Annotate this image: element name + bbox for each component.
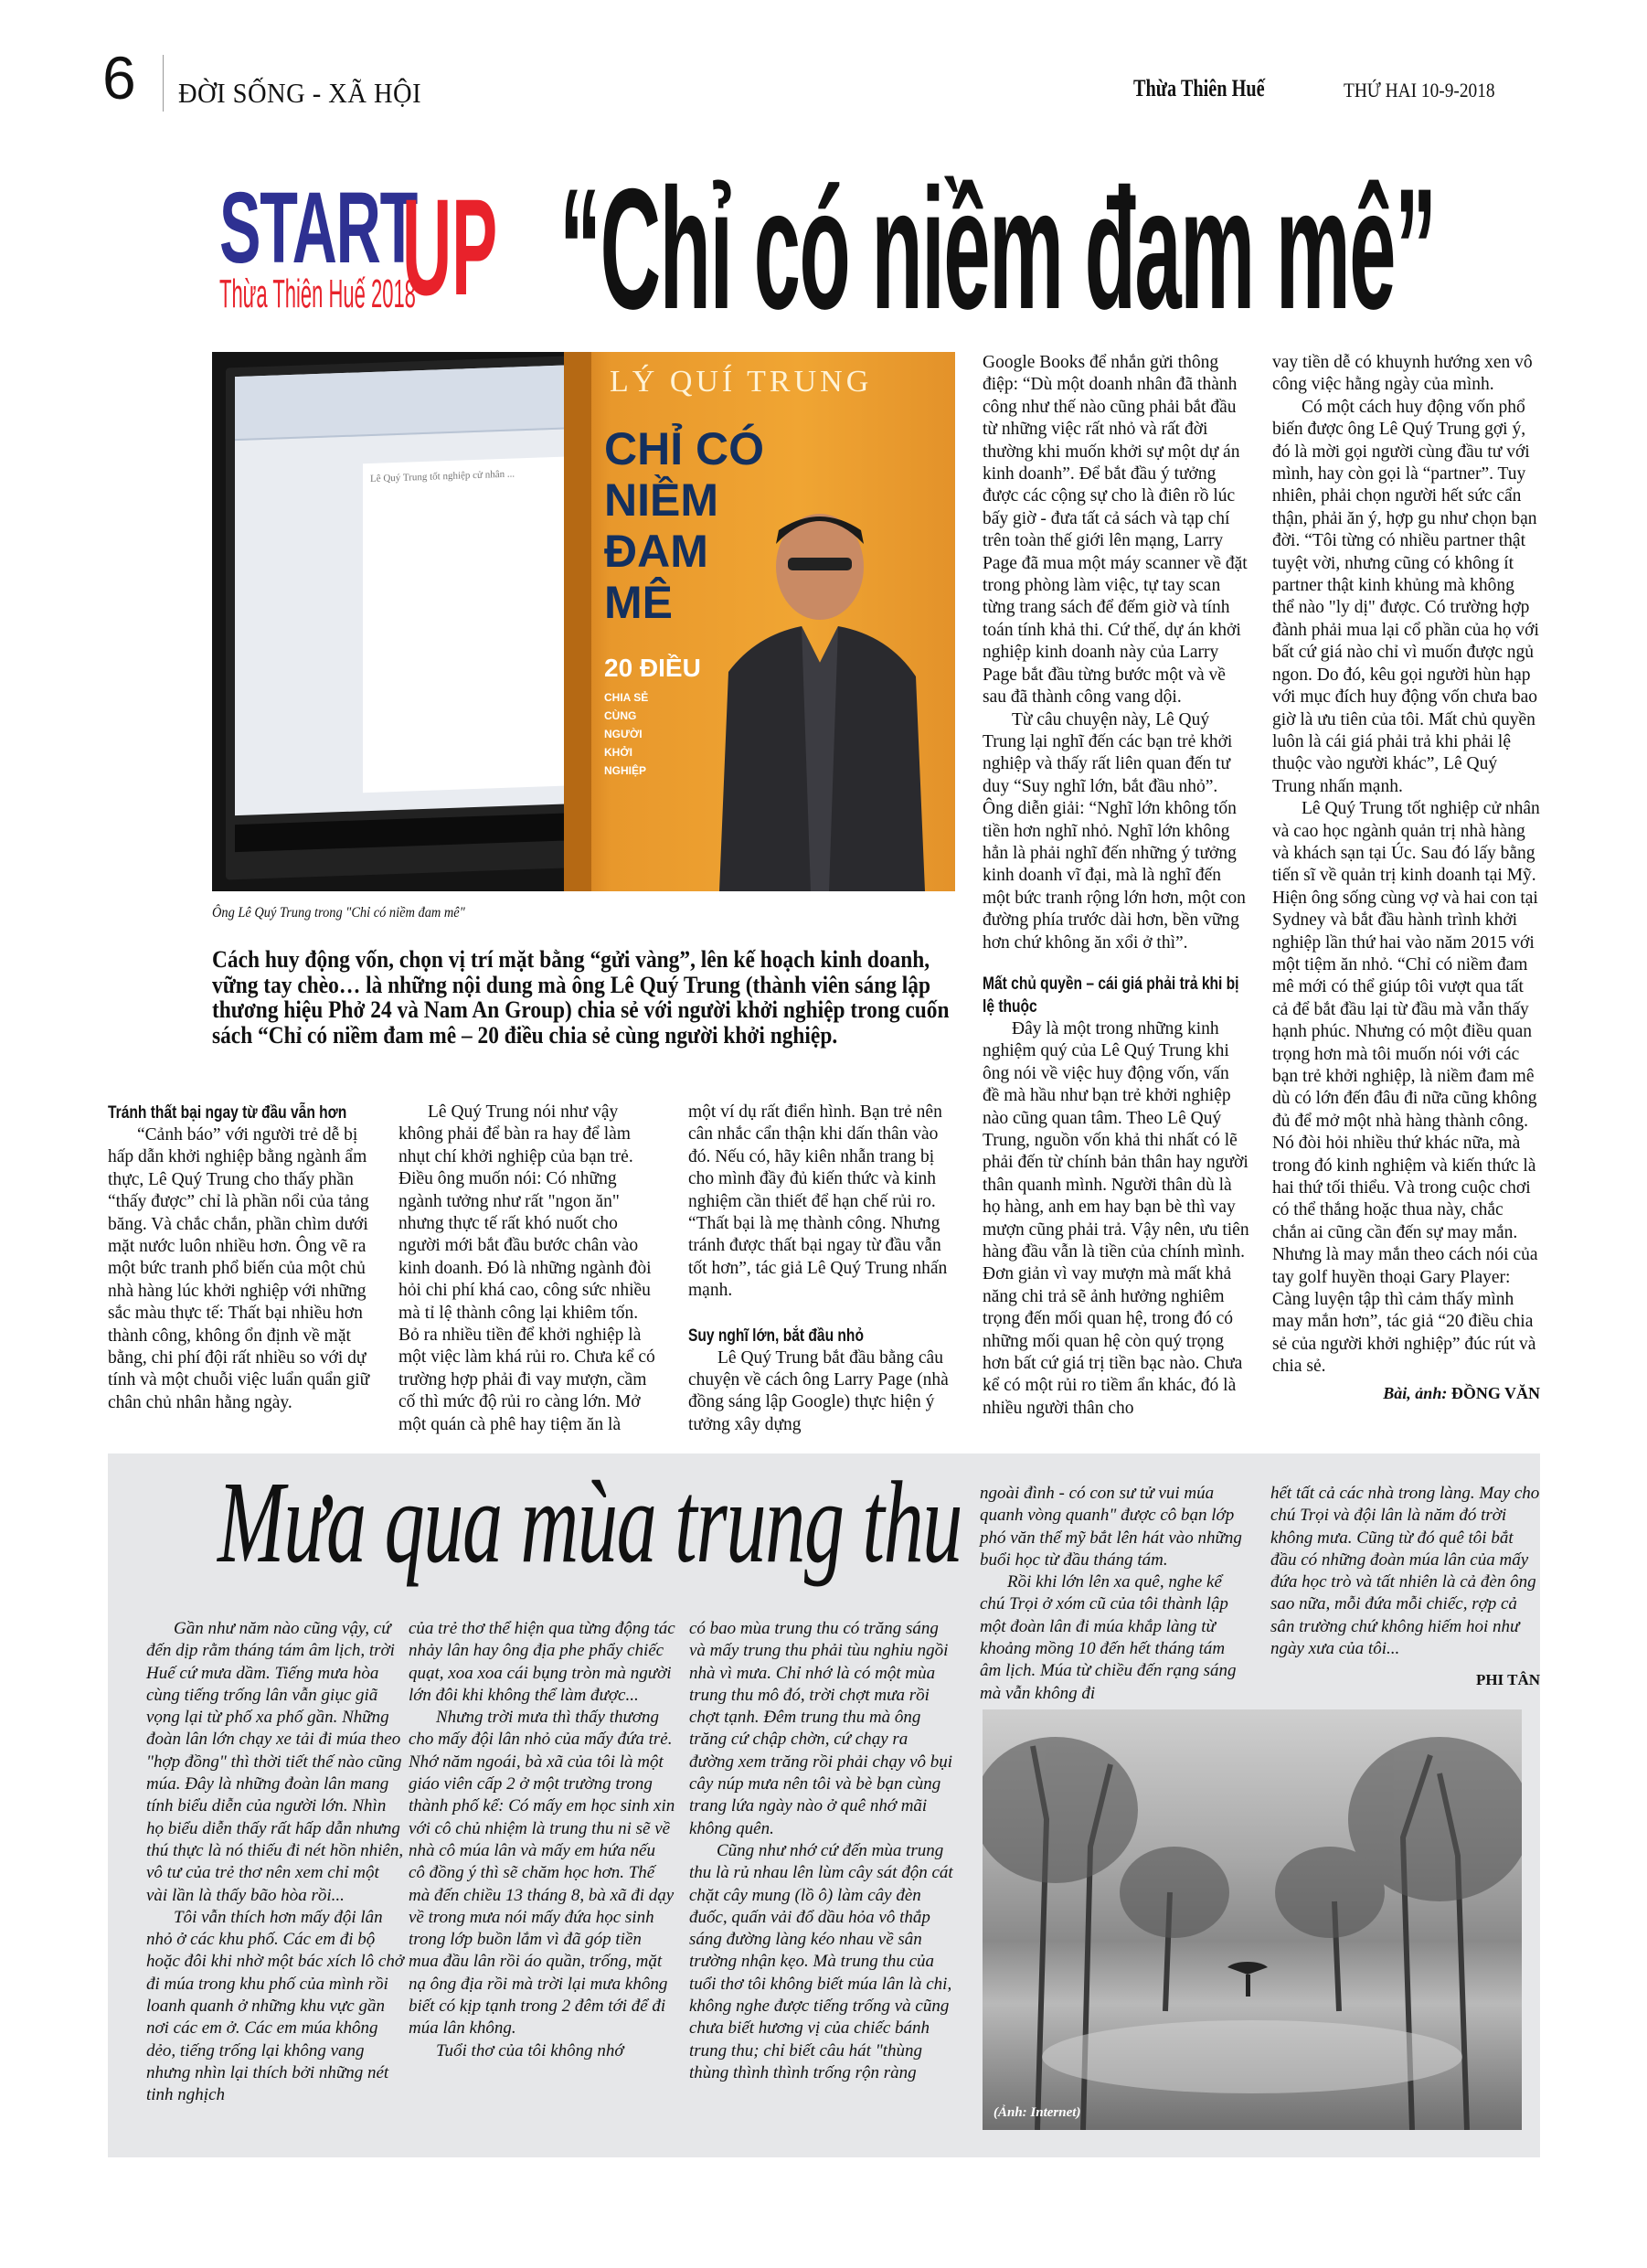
- painting-image: [983, 1709, 1522, 2130]
- paragraph: ngoài đình - có con sư tử vui múa quanh vòng quanh" được cô bạn lớp phó văn thể mỹ bắt lên hát vào những buổi học từ đầu tháng tám.: [980, 1484, 1242, 1570]
- paragraph: Có một cách huy động vốn phổ biến được ông Lê Quý Trung gợi ý, đó là mời gọi người cùng đầu tư với mình, hay còn gọi là “partner”. Tuy nhiên, phải chọn người hết sức cẩn thận, phải ăn ý, hợp gu như chọn bạn đời. “Tôi từng có nhiều partner thật tuyệt vời, nhưng cũng có không ít partner thật kinh khủng mà không thể nào "ly dị" được. Có trường hợp đành phải mua lại cổ phần của họ với bất cứ giá nào chỉ vì muốn được ngủ ngon. Do đó, kêu gọi người hùn hạp với mục đích huy động vốn chưa bao giờ là ưu tiên của tôi. Mất chủ quyền luôn là cái giá phải trả khi phải lệ thuộc vào người khác”, Lê Quý Trung nhấn mạnh.: [1272, 397, 1539, 796]
- newspaper-name: Thừa Thiên Huế: [1133, 75, 1265, 101]
- paragraph: “Cảnh báo” với người trẻ dễ bị hấp dẫn khởi nghiệp bằng ngành ẩm thực, Lê Quý Trung cho thấy phần “thấy được” chỉ là phần nổi của tảng băng. Và chắc chắn, phần chìm dưới mặt nước luôn nhiều hơn. Ông vẽ ra một bức tranh phổ biến của một chủ nhà hàng lúc khởi nghiệp với những sắc màu thực tế: Thất bại nhiều hơn thành công, không ổn định về mặt bằng, chi phí đội rất nhiều so với dự tính và một chuỗi việc luẩn quẩn giữ chân chủ nhân hằng ngày.: [108, 1125, 370, 1412]
- rain-painting: [983, 1709, 1522, 2130]
- article-column-5: [1272, 352, 1540, 1404]
- subheading: Suy nghĩ lớn, bắt đầu nhỏ: [688, 1326, 864, 1346]
- photo-caption: Ông Lê Quý Trung trong "Chỉ có niềm đam mê": [212, 905, 465, 921]
- feature-column-3: [689, 1618, 956, 2084]
- logo-up: UP: [402, 170, 498, 324]
- feature-column-1: [146, 1618, 404, 2107]
- painting-caption: (Ảnh: Internet): [994, 2105, 1081, 2120]
- paragraph: Đây là một trong những kinh nghiệm quý của Lê Quý Trung khi ông nói về việc huy động vốn, vấn đề mà hầu như bạn trẻ khởi nghiệp nào cũng quan tâm. Theo Lê Quý Trung, nguồn vốn khả thi nhất có lẽ phải đến từ chính bản thân hay người thân quanh mình. Người thân dù là họ hàng, anh em hay bạn bè thì vay mượn cũng phải trả. Vậy nên, ưu tiên hàng đầu vẫn là tiền của chính mình. Đơn giản vì vay mượn mà mất khả năng chi trả sẽ ảnh hưởng nghiêm trọng đến mối quan hệ, trong đó có những mối quan hệ còn quý trọng hơn bất cứ giá trị tiền bạc nào. Chưa kể có một rủi ro tiềm ẩn khác, đó là nhiều người thân cho: [983, 1018, 1249, 1418]
- paragraph: Cũng như nhớ cứ đến mùa trung thu là rủ nhau lên lùm cây sát độn cát chặt cây mung (lồ ô) làm cây đèn đuốc, quấn vải đổ dầu hỏa vô thắp sáng đường làng kéo nhau về sân trường nhận kẹo. Mà trung thu của tuổi thơ tôi không biết múa lân là chi, không nghe được tiếng trống và cũng chưa biết hương vị của chiếc bánh trung thu; chỉ biết câu hát "thùng thùng thình thình trống rộn ràng: [689, 1840, 953, 2082]
- paragraph: Nhưng trời mưa thì thấy thương cho mấy đội lân nhỏ của mấy đứa trẻ. Nhớ năm ngoái, bà xã của tôi là một giáo viên cấp 2 ở một trường trong thành phố kể: Có mấy em học sinh xin với cô chủ nhiệm là trung thu ni sẽ về nhà cô múa lân và mấy em hứa nếu cô đồng ý thì sẽ chăm học hơn. Thế mà đến chiều 13 tháng 8, bà xã đi dạy về trong mưa nói mấy đứa học sinh trong lớp buồn lắm vì đã góp tiền mua đầu lân rồi áo quần, trống, mặt nạ ông địa rồi mà trời lại mưa không biết có kịp tạnh trong 2 đêm tới để đi múa lân không.: [409, 1708, 675, 2039]
- section-name: ĐỜI SỐNG - XÃ HỘI: [178, 77, 422, 109]
- byline-name: ĐỒNG VĂN: [1450, 1383, 1540, 1402]
- feature-column-2: [409, 1618, 675, 2062]
- book-author: LÝ QUÍ TRUNG: [610, 365, 873, 399]
- subheading: Mất chủ quyền – cái giá phải trả khi bị lệ thuộc: [983, 974, 1239, 1017]
- paragraph: vay tiền dễ có khuynh hướng xen vô công việc hằng ngày của mình.: [1272, 353, 1533, 395]
- feature-author: PHI TÂN: [1475, 1671, 1540, 1689]
- article-headline: “Chỉ có niềm đam mê”: [559, 153, 1436, 345]
- article-column-1: [108, 1102, 373, 1414]
- monitor-image: Lê Quý Trung tốt nghiệp cử nhân ...: [226, 354, 619, 879]
- paragraph: Tôi vẫn thích hơn mấy đội lân nhỏ ở các khu phố. Các em đi bộ hoặc đôi khi nhờ một bác xích lô chở đi múa trong khu phố của mình rồi loanh quanh ở những khu vực gần nơi các em ở. Các em múa không dẻo, tiếng trống lại không vang nhưng nhìn lại thích bởi những nét tinh nghịch: [146, 1907, 404, 2105]
- book-cover: [564, 352, 955, 891]
- paragraph: một ví dụ rất điển hình. Bạn trẻ nên cân nhắc cẩn thận khi dấn thân vào đó. Nếu có, hãy kiên nhẫn trang bị cho mình đầy đủ kiến thức và kinh nghiệm cần thiết để hạn chế rủi ro. “Thất bại là mẹ thành công. Nhưng tránh được thất bại ngay từ đầu vẫn tốt hơn”, tác giả Lê Quý Trung nhấn mạnh.: [688, 1102, 948, 1301]
- article-lead: Cách huy động vốn, chọn vị trí mặt bằng “gửi vàng”, lên kế hoạch kinh doanh, vững tay chèo… là những nội dung mà ông Lê Quý Trung (thành viên sáng lập thương hiệu Phở 24 và Nam An Group) chia sẻ với người khởi nghiệp trong cuốn sách “Chỉ có niềm đam mê – 20 điều chia sẻ cùng người khởi nghiệp.: [212, 946, 950, 1049]
- feature-column-4: [980, 1483, 1247, 1705]
- paragraph: Tuổi thơ của tôi không nhớ: [436, 2040, 624, 2060]
- paragraph: hết tất cả các nhà trong làng. May cho chú Trọi và đội lân là năm đó trời không mưa. Cũng từ đó quê tôi bắt đầu có những đoàn múa lân của mấy đứa học trò và tất nhiên là cả đèn ông sao nữa, mỗi đứa mỗi chiếc, rợp cả sân trường chứ không hiếm hoi như ngày xưa của tôi...: [1270, 1484, 1540, 1659]
- paragraph: Từ câu chuyện này, Lê Quý Trung lại nghĩ đến các bạn trẻ khởi nghiệp và thấy rất liên quan đến tư duy “Suy nghĩ lớn, bắt đầu nhỏ”. Ông diễn giải: “Nghĩ lớn không tốn tiền hơn nghĩ nhỏ. Nghĩ lớn không hẳn là phải nghĩ đến những ý tưởng kinh doanh vĩ đại, mà là nghĩ đến một bức tranh rộng lớn hơn, một con đường phía trước dài hơn, bền vững hơn chứ không ăn xổi ở thì”.: [983, 709, 1246, 953]
- page-number: 6: [102, 44, 136, 112]
- paragraph: Google Books để nhắn gửi thông điệp: “Dù một doanh nhân đã thành công như thế nào cũng phải bắt đầu từ những việc rất nhỏ và rất đời thường khi muốn khởi sự một dự án kinh doanh”. Để bắt đầu ý tưởng được các cộng sự cho là điên rồ lúc bấy giờ - đưa tất cả sách và tạp chí trên toàn thế giới lên mạng, Larry Page đã mua một máy scanner về đặt trong phòng làm việc, tự tay scan từng trang sách để đếm giờ và tính toán tính khả thi. Cứ thế, dự án khởi nghiệp kinh doanh này của Larry Page bắt đầu từng bước một và về sau đã thành công vang dội.: [983, 353, 1248, 708]
- paragraph: Gần như năm nào cũng vậy, cứ đến dịp rằm tháng tám âm lịch, trời Huế cứ mưa dầm. Tiếng mưa hòa cùng tiếng trống lân vẫn giục giã vọng lại từ phố xa phố gần. Những đoàn lân lớn chạy xe tải đi múa theo "hợp đồng" thì thời tiết thế nào cũng múa. Đây là những đoàn lân mang tính biểu diễn của người lớn. Nhìn họ biểu diễn thấy rất hấp dẫn nhưng thú thực là nó thiếu đi nét hồn nhiên, vô tư của trẻ thơ nên xem chỉ một vài lần là thấy bão hòa rồi...: [146, 1619, 404, 1905]
- subheading: Tránh thất bại ngay từ đầu vẫn hơn: [108, 1103, 347, 1123]
- issue-date: THỨ HAI 10-9-2018: [1344, 79, 1495, 101]
- paragraph: của trẻ thơ thể hiện qua từng động tác nhảy lân hay ông địa phe phẩy chiếc quạt, xoa xoa cái bụng tròn mà người lớn đôi khi không thể làm được...: [409, 1619, 675, 1705]
- article-column-3: [688, 1102, 955, 1436]
- paragraph: Lê Quý Trung bắt đầu bằng câu chuyện về cách ông Larry Page (nhà đồng sáng lập Google) thực hiện ý tưởng xây dựng: [688, 1347, 949, 1434]
- paragraph: Rồi khi lớn lên xa quê, nghe kể chú Trọi ở xóm cũ của tôi thành lập một đoàn lân đi múa khắp làng từ khoảng mồng 10 đến hết tháng tám âm lịch. Múa từ chiều đến rạng sáng mà vẫn không đi: [980, 1572, 1237, 1703]
- feature-column-5: [1270, 1483, 1540, 1692]
- byline-label: Bài, ảnh:: [1383, 1383, 1448, 1402]
- article-photo: [212, 352, 955, 891]
- logo-start: START: [219, 172, 418, 284]
- logo-subtitle: Thừa Thiên Huế 2018: [219, 272, 416, 316]
- header-divider: [163, 55, 164, 112]
- paragraph: Lê Quý Trung tốt nghiệp cử nhân và cao học ngành quản trị nhà hàng và khách sạn tại Úc. Sau đó lấy bằng tiến sĩ về quản trị kinh doanh tại Mỹ. Hiện ông sống cùng vợ và hai con tại Sydney và bắt đầu hành trình khởi nghiệp lần thứ hai vào năm 2015 với một tiệm ăn nhỏ. “Chỉ có niềm đam mê mới có thể giúp tôi vượt qua tất cả để bắt đầu lại từ đầu mà vẫn thấy hạnh phúc. Nhưng có một điều quan trọng hơn mà tôi muốn nói với các bạn trẻ khởi nghiệp, là niềm đam mê dù có lớn đến đâu đi nữa cũng không đủ để mở một nhà hàng thành công. Nó đòi hỏi nhiều thứ khác nữa, mà trong đó kinh nghiệm và kiến thức là hai thứ tối thiểu. Và trong cuộc chơi có thể thắng hoặc thua này, chắc chắn ai cũng cần đến sự may mắn. Nhưng là may mắn theo cách nói của tay golf huyền thoại Gary Player: Càng luyện tập thì cảm thấy mình may mắn hơn”, tác giả “20 điều chia sẻ của người khởi nghiệp” đúc rút và chia sẻ.: [1272, 799, 1540, 1377]
- book-tagline: CHIA SẺ CÙNG NGƯỜI KHỞI NGHIỆP: [604, 691, 649, 777]
- startup-logo: [219, 170, 498, 324]
- book-title: CHỈ CÓ NIỀM ĐAM MÊ: [604, 423, 764, 628]
- feature-title: Mưa qua mùa trung thu: [218, 1457, 962, 1587]
- article-column-4: [983, 352, 1249, 1420]
- book-number: 20 ĐIỀU: [604, 654, 701, 682]
- paragraph: có bao mùa trung thu có trăng sáng và mấy trung thu phải tùu nghỉu ngồi nhà vì mưa. Chỉ nhớ là có một mùa trung thu mô đó, trời chợt mưa rồi chợt tạnh. Đêm trung thu mà ông trăng cứ chập chờn, cứ chạy ra đường xem trăng rồi phải chạy vô bụi cây núp mưa nên tôi và bè bạn cùng trang lứa ngày nào ở quê nhớ mãi không quên.: [689, 1619, 953, 1838]
- portrait-figure: [701, 480, 930, 891]
- paragraph: Lê Quý Trung nói như vậy không phải để bàn ra hay để làm nhụt chí khởi nghiệp của bạn trẻ. Điều ông muốn nói: Có những ngành tưởng như rất "ngon ăn" nhưng thực tế rất khó nuốt cho người mới bắt đầu bước chân vào kinh doanh. Đó là những ngành đòi hỏi chi phí khá cao, công sức nhiều mà tỉ lệ thành công lại khiêm tốn. Bỏ ra nhiều tiền để khởi nghiệp là một việc làm khá rủi ro. Chưa kể có trường hợp phải đi vay mượn, cầm cố thì mức độ rủi ro càng lớn. Mở một quán cà phê hay tiệm ăn là: [398, 1102, 655, 1434]
- article-column-2: [398, 1102, 662, 1436]
- byline: [1272, 1382, 1540, 1404]
